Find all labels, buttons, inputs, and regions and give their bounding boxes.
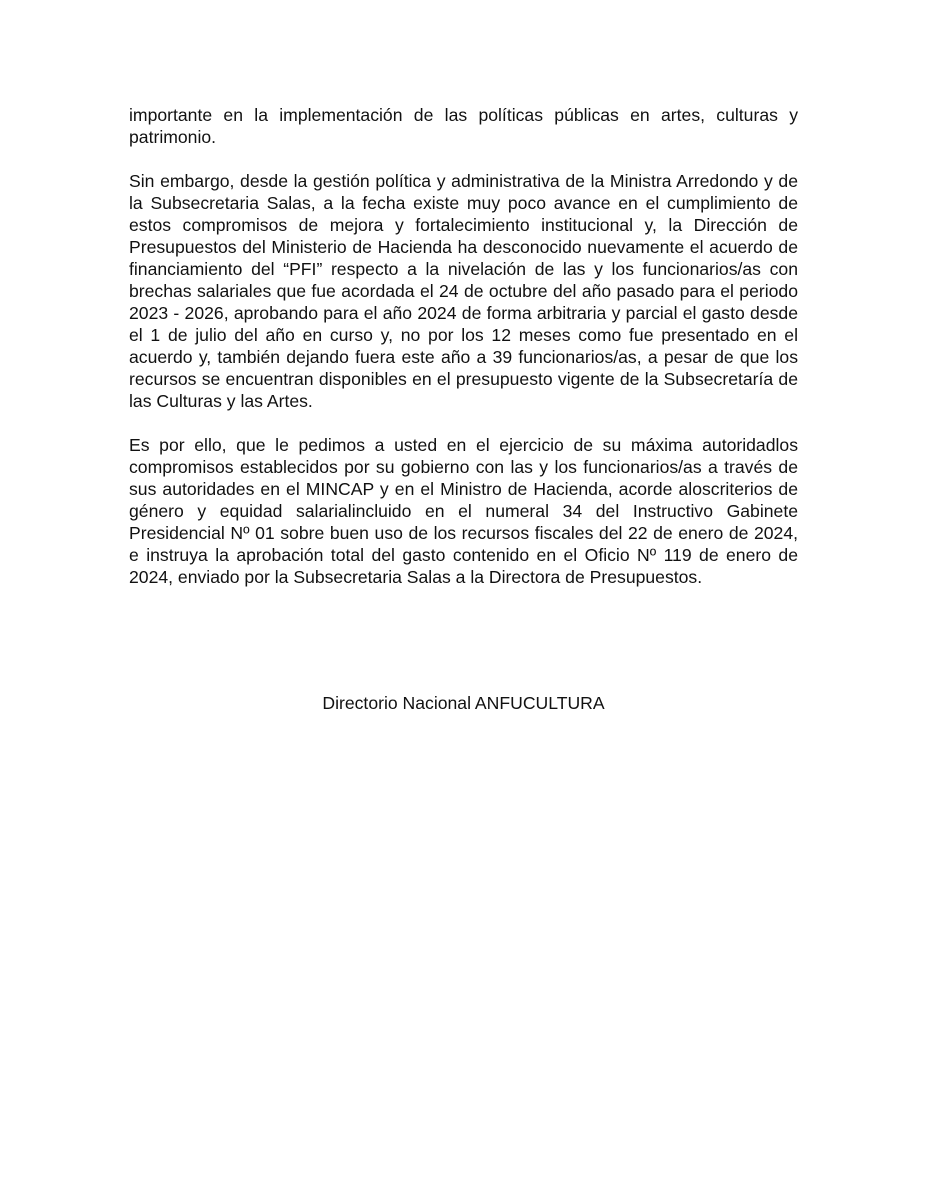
paragraph-intro: importante en la implementación de las políticas públicas en artes, culturas y patrimonio.: [129, 105, 798, 147]
document-body: [129, 104, 798, 610]
paragraph-context: Sin embargo, desde la gestión política y administrativa de la Ministra Arredondo y de la Subsecretaria Salas, a la fecha existe muy poco avance en el cumplimiento de estos compromisos de mejora y fortalecimiento institucional y, la Dirección de Presupuestos del Ministerio de Hacienda ha desconocido nuevamente el acuerdo de financiamiento del “PFI” respecto a la nivelación de las y los funcionarios/as con brechas salariales que fue acordada el 24 de octubre del año pasado para el periodo 2023 - 2026, aprobando para el año 2024 de forma arbitraria y parcial el gasto desde el 1 de julio del año en curso y, no por los 12 meses como fue presentado en el acuerdo y, también dejando fuera este año a 39 funcionarios/as, a pesar de que los recursos se encuentran disponibles en el presupuesto vigente de la Subsecretaría de las Culturas y las Artes.: [129, 171, 798, 411]
paragraph-request: Es por ello, que le pedimos a usted en el ejercicio de su máxima autoridadlos compromisos establecidos por su gobierno con las y los funcionarios/as a través de sus autoridades en el MINCAP y en el Ministro de Hacienda, acorde aloscriterios de género y equidad salarialincluido en el numeral 34 del Instructivo Gabinete Presidencial Nº 01 sobre buen uso de los recursos fiscales del 22 de enero de 2024, e instruya la aprobación total del gasto contenido en el Oficio Nº 119 de enero de 2024, enviado por la Subsecretaria Salas a la Directora de Presupuestos.: [129, 435, 798, 587]
signature-line: Directorio Nacional ANFUCULTURA: [322, 693, 605, 713]
